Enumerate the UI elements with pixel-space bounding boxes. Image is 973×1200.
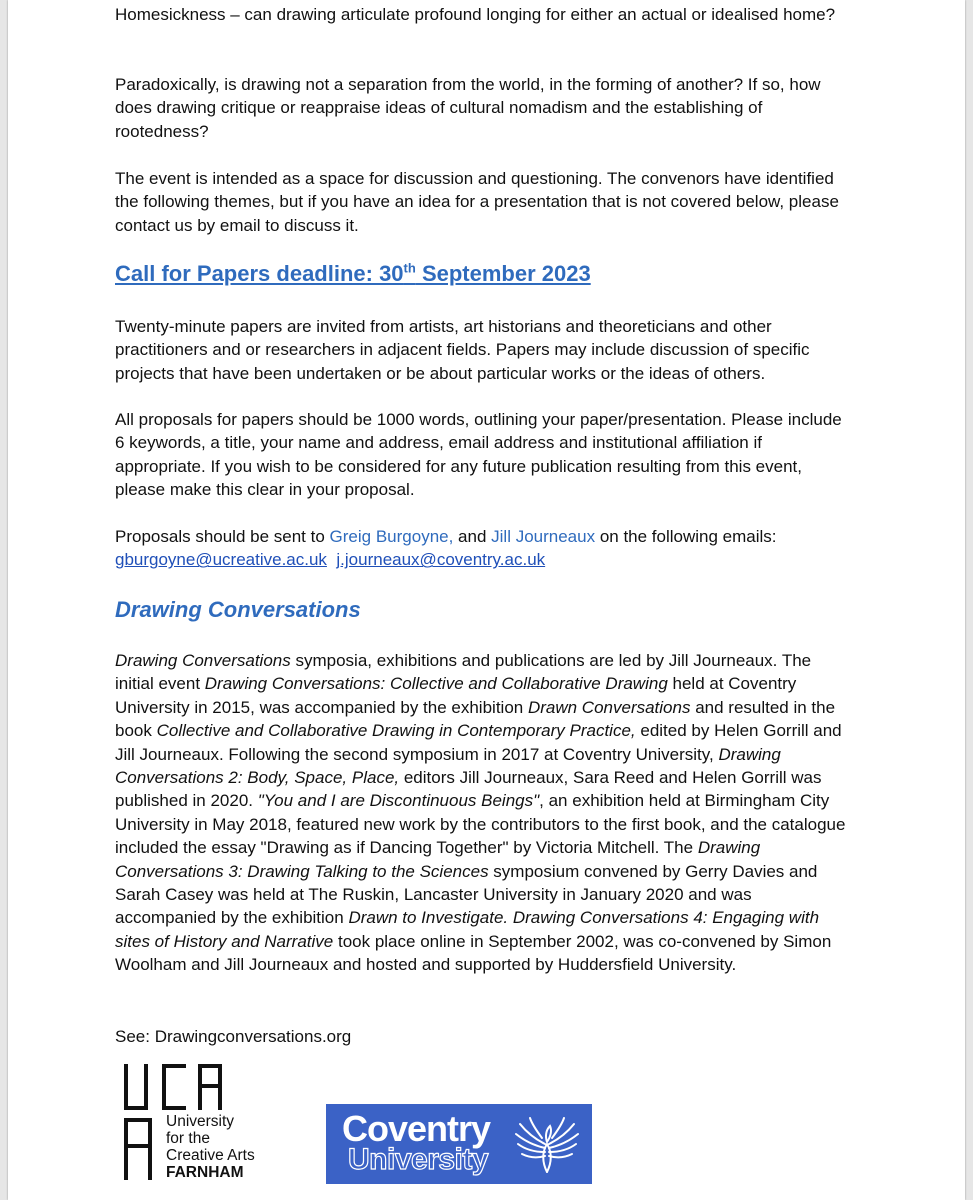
uca-line-1: University	[166, 1113, 235, 1130]
cfp-heading-suffix: September 2023	[415, 261, 591, 286]
dc-text-6: , an exhibition held at Birmingham City University in May 2018, featured new work by the contributors to the first book, and the catalogue included the essay "Drawing as if Dancing Together" by Victoria Mitchell. The	[115, 791, 846, 858]
dc-text-4: edited by Helen Gorrill and Jill Journeaux. Following the second symposium in 2017 at Coventry University,	[115, 721, 842, 764]
uca-line-3: Creative Arts	[166, 1147, 255, 1164]
paragraph-see-website: See: Drawingconversations.org	[115, 1027, 352, 1046]
coventry-wordmark: Coventry	[342, 1108, 491, 1149]
dc-text-5: editors Jill Journeaux, Sara Reed and Helen Gorrill was published in 2020.	[115, 768, 822, 811]
phoenix-icon	[512, 1114, 582, 1176]
paragraph-papers-invited: Twenty-minute papers are invited from artists, art historians and theoreticians and other practitioners and or researchers in adjacent fields. Papers may include discussion of specific projects that have been undertaken or be about particular works or the ideas of others.	[115, 317, 810, 383]
contact-name-greig[interactable]: Greig Burgoyne,	[329, 527, 454, 546]
coventry-university-logo	[326, 1104, 592, 1184]
dc-text-1: symposia, exhibitions and publications are led by Jill Journeaux. The initial event	[115, 651, 812, 694]
proposals-tail: on the following emails:	[595, 527, 777, 546]
uca-line-2: for the	[166, 1130, 210, 1147]
dc-title-7: Drawing Conversations 3: Drawing Talking to the Sciences	[115, 838, 761, 881]
university-wordmark: University	[348, 1143, 489, 1176]
dc-text-3: and resulted in the book	[115, 697, 836, 741]
paragraph-proposals-contact	[115, 525, 850, 572]
dc-text-8: took place online in September 2002, was co-convened by Simon Woolham and Jill Journeaux and hosted and supported by Huddersfield University.	[115, 931, 832, 975]
contact-name-jill[interactable]: Jill Journeaux	[491, 527, 596, 546]
uca-line-4: FARNHAM	[166, 1164, 244, 1181]
drawing-conversations-heading: Drawing Conversations	[115, 597, 361, 622]
cfp-heading-prefix: Call for Papers deadline: 30	[115, 261, 404, 286]
dc-title-2: Drawing Conversations: Collective and Collaborative Drawing	[204, 674, 668, 694]
paragraph-paradox: Paradoxically, is drawing not a separation from the world, in the forming of another? If so, how does drawing critique or reappraise ideas of cultural nomadism and the establishing of rootedness?	[115, 75, 821, 141]
cfp-heading-sup: th	[403, 260, 416, 276]
paragraph-drawing-conversations	[115, 649, 850, 977]
uca-logo-text	[166, 1113, 255, 1181]
email-link-jill[interactable]: j.journeaux@coventry.ac.uk	[336, 550, 546, 570]
dc-title-3: Drawn Conversations	[527, 697, 691, 717]
dc-title-1: Drawing Conversations	[115, 651, 291, 670]
paragraph-proposal-requirements: All proposals for papers should be 1000 words, outlining your paper/presentation. Please include 6 keywords, a title, your name and address, email address and institutional affiliation if appropriate. If you wish to be considered for any future publication resulting from this event, please make this clear in your proposal.	[115, 410, 842, 500]
cfp-heading[interactable]	[115, 260, 850, 288]
dc-text-2: held at Coventry University in 2015, was accompanied by the exhibition	[115, 674, 797, 717]
paragraph-event: The event is intended as a space for discussion and questioning. The convenors have identified the following themes, but if you have an idea for a presentation that is not covered below, please contact us by email to discuss it.	[115, 169, 839, 235]
email-link-greig[interactable]: gburgoyne@ucreative.ac.uk	[115, 550, 327, 570]
dc-title-5: Drawing Conversations 2: Body, Space, Place,	[115, 744, 781, 788]
dc-title-8: Drawn to Investigate. Drawing Conversations 4: Engaging with sites of History and Narrative	[115, 908, 820, 951]
dc-title-4: Collective and Collaborative Drawing in Contemporary Practice,	[156, 721, 636, 741]
proposals-and: and	[453, 527, 492, 546]
paragraph-homesickness: Homesickness – can drawing articulate profound longing for either an actual or idealised home?	[115, 5, 836, 24]
dc-text-7: symposium convened by Gerry Davies and Sarah Casey was held at The Ruskin, Lancaster University in January 2020 and was accompanied by the exhibition	[115, 861, 818, 928]
dc-title-6: "You and I are Discontinuous Beings"	[257, 791, 540, 811]
proposals-intro: Proposals should be sent to	[115, 527, 330, 546]
